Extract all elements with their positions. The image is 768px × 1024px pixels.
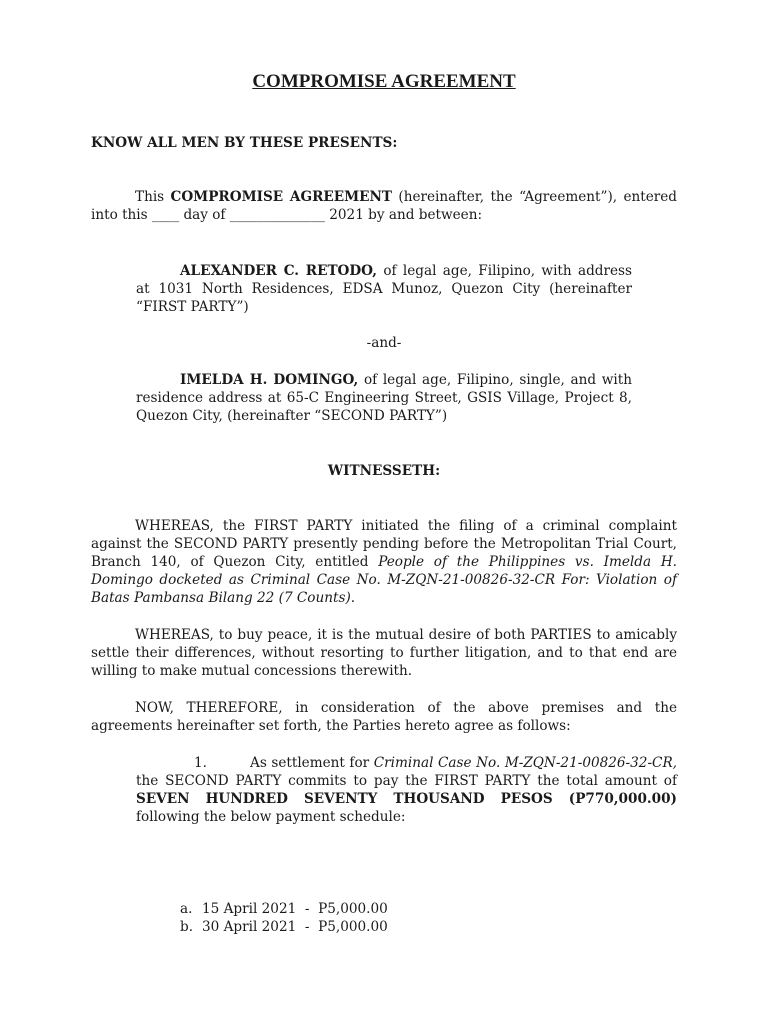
list-item: b. 30 April 2021 - P5,000.00: [180, 919, 388, 935]
now-therefore-paragraph: NOW, THEREFORE, in consideration of the above premises and the agreements hereinafter set forth, the Parties hereto agree as follows:: [91, 700, 677, 734]
clause-1: 1. As settlement for Criminal Case No. M-ZQN-21-00826-32-CR, the SECOND PARTY commits to pay the FIRST PARTY the total amount of SEVEN HUNDRED SEVENTY THOUSAND PESOS (P770,000.00) following the below payment schedule:: [136, 755, 677, 825]
first-party-name: ALEXANDER C. RETODO,: [180, 263, 377, 279]
list-item: a. 15 April 2021 - P5,000.00: [180, 901, 388, 917]
agreement-name: COMPROMISE AGREEMENT: [170, 189, 393, 205]
clause-number: 1.: [194, 755, 207, 771]
first-party-paragraph: ALEXANDER C. RETODO, of legal age, Filipino, with address at 1031 North Residences, EDSA Munoz, Quezon City (hereinafter “FIRST PARTY”): [136, 263, 632, 315]
document-title: COMPROMISE AGREEMENT: [252, 71, 516, 92]
witnesseth-heading: WITNESSETH:: [327, 463, 441, 479]
and-separator: -and-: [366, 335, 402, 351]
whereas-paragraph-2: WHEREAS, to buy peace, it is the mutual desire of both PARTIES to amicably settle their differences, without resorting to further litigation, and to that end are willing to make mutual concessions therewith.: [91, 627, 677, 679]
settlement-amount: SEVEN HUNDRED SEVENTY THOUSAND PESOS (P770,000.00): [136, 791, 677, 807]
case-title: People of the Philippines vs. Imelda H. Domingo docketed as Criminal Case No. M-ZQN-21-00826-32-CR For: Violation of Batas Pambansa Bilang 22 (7 Counts): [91, 554, 677, 606]
payment-schedule: [180, 900, 388, 936]
second-party-paragraph: IMELDA H. DOMINGO, of legal age, Filipino, single, and with residence address at 65-C Engineering Street, GSIS Village, Project 8, Quezon City, (hereinafter “SECOND PARTY”): [136, 372, 632, 424]
second-party-name: IMELDA H. DOMINGO,: [180, 372, 359, 388]
whereas-paragraph-1: WHEREAS, the FIRST PARTY initiated the filing of a criminal complaint against the SECOND PARTY presently pending before the Metropolitan Trial Court, Branch 140, of Quezon City, entitled People of the Philippines vs. Imelda H. Domingo docketed as Criminal Case No. M-ZQN-21-00826-32-CR For: Violation of Batas Pambansa Bilang 22 (7 Counts).: [91, 518, 677, 606]
clause-case-number: Criminal Case No. M-ZQN-21-00826-32-CR,: [373, 755, 677, 771]
intro-paragraph: This COMPROMISE AGREEMENT (hereinafter, the “Agreement”), entered into this ____ day of ______________ 2021 by and between:: [91, 189, 677, 223]
preamble: KNOW ALL MEN BY THESE PRESENTS:: [91, 135, 398, 151]
